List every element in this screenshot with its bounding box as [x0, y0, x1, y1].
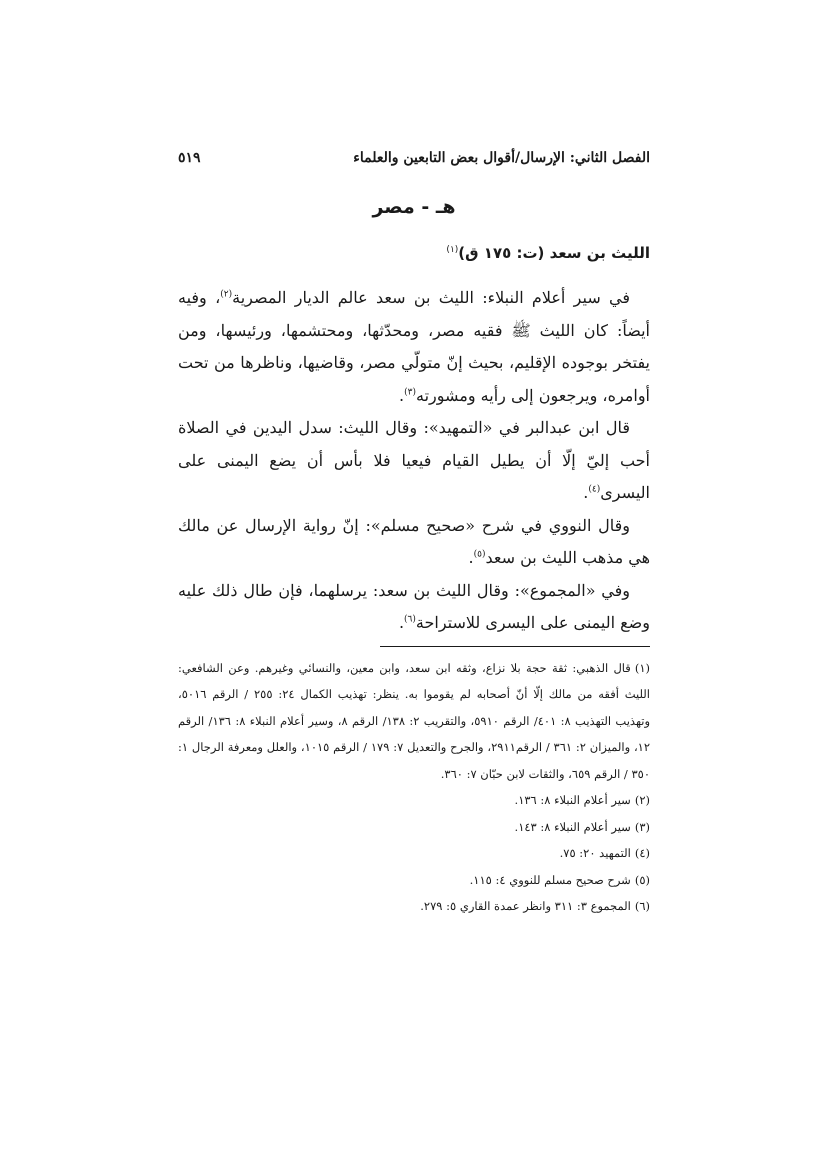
footnote-ref: (٤) — [588, 484, 601, 495]
footnote-number: (٥) — [634, 872, 650, 887]
footnote-ref: (٦) — [404, 614, 416, 625]
paragraph-end: . — [583, 483, 589, 502]
paragraph — [178, 412, 650, 510]
paragraph-text: قال ابن عبدالبر في «التمهيد»: وقال الليث: سدل اليدين في الصلاة أحب إليّ إلّا أن يطيل القيام فيعيا فلا بأس أن يضع اليمنى على اليسرى — [178, 418, 650, 502]
paragraph-text: ، وفيه أيضاً: كان الليث ﷺ فقيه مصر، ومحدّثها، ومحتشمها، ورئيسها، ومن يفتخر بوجوده الإقليم، بحيث إنّ متولّي مصر، وقاضيها، وناظرها من تحت أوامره، ويرجعون إلى رأيه ومشورته — [178, 288, 650, 405]
paragraph — [178, 575, 650, 640]
paragraph-end: . — [398, 613, 405, 632]
footnote-ref: (٣) — [404, 387, 416, 398]
chapter-title: الفصل الثاني: الإرسال/أقوال بعض التابعين والعلماء — [353, 150, 650, 166]
footnote-number: (٢) — [634, 793, 650, 807]
paragraph-text: وفي «المجموع»: وقال الليث بن سعد: يرسلهما، فإن طال ذلك عليه وضع اليمنى على اليسرى للاستراحة — [178, 580, 650, 632]
paragraph-text: في سير أعلام النبلاء: الليث بن سعد عالم الديار المصرية — [232, 288, 631, 307]
footnote — [178, 787, 650, 814]
paragraph-end: . — [399, 385, 405, 405]
footnote-ref: (٢) — [220, 289, 233, 300]
entry-heading — [178, 244, 650, 272]
paragraph — [178, 510, 650, 575]
footnote-number: (٦) — [634, 899, 650, 913]
footnote — [178, 893, 650, 920]
footnote — [178, 840, 650, 867]
footnote-divider — [380, 646, 650, 647]
footnote — [178, 867, 650, 894]
footnote — [178, 655, 650, 788]
footnote-ref: (١) — [446, 245, 459, 255]
footnote-text: المجموع ٣: ٣١١ وانظر عمدة القاري ٥: ٢٧٩. — [420, 899, 631, 913]
footnote-text: سير أعلام النبلاء ٨: ١٤٣. — [514, 819, 631, 834]
footnote-text: التمهيد ٢٠: ٧٥. — [559, 846, 631, 860]
footnote-number: (٤) — [634, 846, 650, 860]
footnote-text: شرح صحيح مسلم للنووي ٤: ١١٥. — [469, 872, 631, 887]
section-heading: هـ - مصر — [372, 196, 456, 218]
footnote-text: قال الذهبي: ثقة حجة بلا نزاع، وثقه ابن سعد، وابن معين، والنسائي وغيرهم. وعن الشافعي: الليث أفقه من مالك إلّا أنّ أصحابه لم يقوموا به. ينظر: تهذيب الكمال ٢٤: ٢٥٥ / الرقم ٥٠١٦، وتهذيب التهذيب ٨: ٤٠١/ الرقم ٥٩١٠، والتقريب ٢: ١٣٨/ الرقم ٨، وسير أعلام النبلاء ٨: ١٣٦/ الرقم ١٢، والميزان ٢: ٣٦١ / الرقم٢٩١١، والجرح والتعديل ٧: ١٧٩ / الرقم ١٠١٥، والعلل ومعرفة الرجال ١: ٣٥٠ / الرقم ٦٥٩، والثقات لابن حبّان ٧: ٣٦٠. — [178, 660, 651, 781]
page-number: ٥١٩ — [178, 150, 201, 166]
entry-name: الليث بن سعد (ت: ١٧٥ ق) — [458, 244, 650, 262]
footnote-text: سير أعلام النبلاء ٨: ١٣٦. — [514, 793, 631, 807]
paragraph-end: . — [468, 548, 474, 567]
footnote — [178, 814, 650, 841]
paragraph-text: وقال النووي في شرح «صحيح مسلم»: إنّ رواية الإرسال عن مالك هي مذهب الليث بن سعد — [178, 515, 650, 567]
paragraph — [178, 282, 650, 412]
footnote-ref: (٥) — [473, 549, 486, 560]
footnotes — [178, 655, 650, 920]
book-page — [178, 150, 650, 920]
running-header — [178, 150, 650, 174]
footnote-number: (١) — [634, 660, 650, 675]
footnote-number: (٣) — [634, 819, 650, 834]
